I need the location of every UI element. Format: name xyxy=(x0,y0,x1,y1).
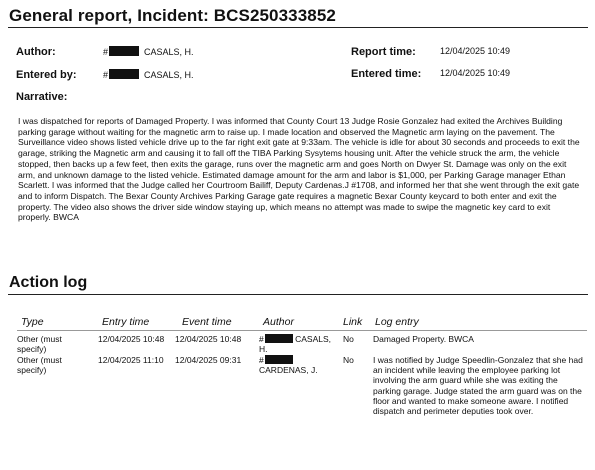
entered-time-label: Entered time: xyxy=(351,68,422,80)
author-prefix: # xyxy=(103,47,109,57)
report-time-label: Report time: xyxy=(351,46,416,58)
report-time-value: 12/04/2025 10:49 xyxy=(440,46,511,56)
row-2-event-time: 12/04/2025 09:31 xyxy=(175,355,242,365)
row-1-author-line2: H. xyxy=(259,344,268,355)
author-field xyxy=(103,46,194,57)
row-1-author xyxy=(259,334,337,354)
entered-by-label: Entered by: xyxy=(16,69,77,81)
row-2-author-line2: CARDENAS, J. xyxy=(259,365,318,376)
row-2-log-entry: I was notified by Judge Speedlin-Gonzalez that she had an incident while leaving the employee parking lot involving the arm guard while she was exiting the parking garage. Judge stated the arm guard was on the floor and wanted to make someone aware. I notified dispatch and perimeter deputies took over. xyxy=(373,355,583,417)
entered-by-redaction xyxy=(109,69,139,79)
author-value: CASALS, H. xyxy=(144,47,194,57)
row-2-author-prefix: # xyxy=(259,355,264,365)
table-header-divider xyxy=(17,330,587,331)
row-1-event-time: 12/04/2025 10:48 xyxy=(175,334,242,344)
row-2-link: No xyxy=(343,355,354,365)
narrative-label: Narrative: xyxy=(16,91,68,103)
row-1-author-prefix: # xyxy=(259,334,264,344)
author-redaction xyxy=(109,46,139,56)
row-2-author-redaction xyxy=(265,355,293,364)
action-log-divider xyxy=(8,294,588,295)
row-2-entry-time: 12/04/2025 11:10 xyxy=(98,355,164,365)
column-header-link: Link xyxy=(343,316,363,328)
row-1-link: No xyxy=(343,334,354,344)
column-header-log-entry: Log entry xyxy=(375,316,419,328)
entered-by-prefix: # xyxy=(103,70,109,80)
report-title: General report, Incident: BCS250333852 xyxy=(9,6,336,25)
column-header-entry-time: Entry time xyxy=(102,316,150,328)
row-1-entry-time: 12/04/2025 10:48 xyxy=(98,334,165,344)
row-1-log-entry: Damaged Property. BWCA xyxy=(373,334,474,344)
entered-by-field xyxy=(103,69,194,80)
action-log-title: Action log xyxy=(9,274,88,291)
author-label: Author: xyxy=(16,46,56,58)
entered-time-value: 12/04/2025 10:49 xyxy=(440,68,511,78)
column-header-type: Type xyxy=(21,316,44,328)
row-2-author xyxy=(259,355,337,375)
entered-by-value: CASALS, H. xyxy=(144,70,194,80)
row-1-type: Other (must specify) xyxy=(17,334,62,355)
row-1-author-redaction xyxy=(265,334,293,343)
column-header-event-time: Event time xyxy=(182,316,232,328)
row-2-type: Other (must specify) xyxy=(17,355,62,376)
title-divider xyxy=(8,27,588,28)
column-header-author: Author xyxy=(263,316,294,328)
narrative-text: I was dispatched for reports of Damaged Property. I was informed that County Court 13 Judge Rosie Gonzalez had exited the Archives Building parking garage without waiting for the magnetic arm to raise up. I made location and observed the Magnetic arm laying on the pavement. The Surveillance video shows listed vehicle drive up to the far right exit gate at 9:33am. The vehicle is idle for about 30 seconds and proceeds to exit the garage, striking the Magnetic arm and causing it to fall off the TIBA Parking Sysytems housing unit. After the vehicle struck the arm, the vehicle stopped, then backs up a few feet, then exits the garage, runs over the magnetic arm and goes North on Dwyer St. Damage was only on the exit arm, and unknown damage to the listed vehicle. Estimated damage amount for the arm and labor is $1,000, per Parking Garage manager Ethan Scarlett. I was informed that the Judge called her Courtroom Bailiff, Deputy Cardenas.J #1708, and informed her that she went through the exit gate and to inform Dispatch. The Bexar County Archives Parking Garage gate requires a magnetic Bexar County keycard to both enter and exit the property. The video also shows the driver side window staying up, which means no attempt was made to swipe the magnetic key card to exit properly. BWCA xyxy=(18,116,580,223)
row-1-author-line1: CASALS, xyxy=(295,334,332,344)
